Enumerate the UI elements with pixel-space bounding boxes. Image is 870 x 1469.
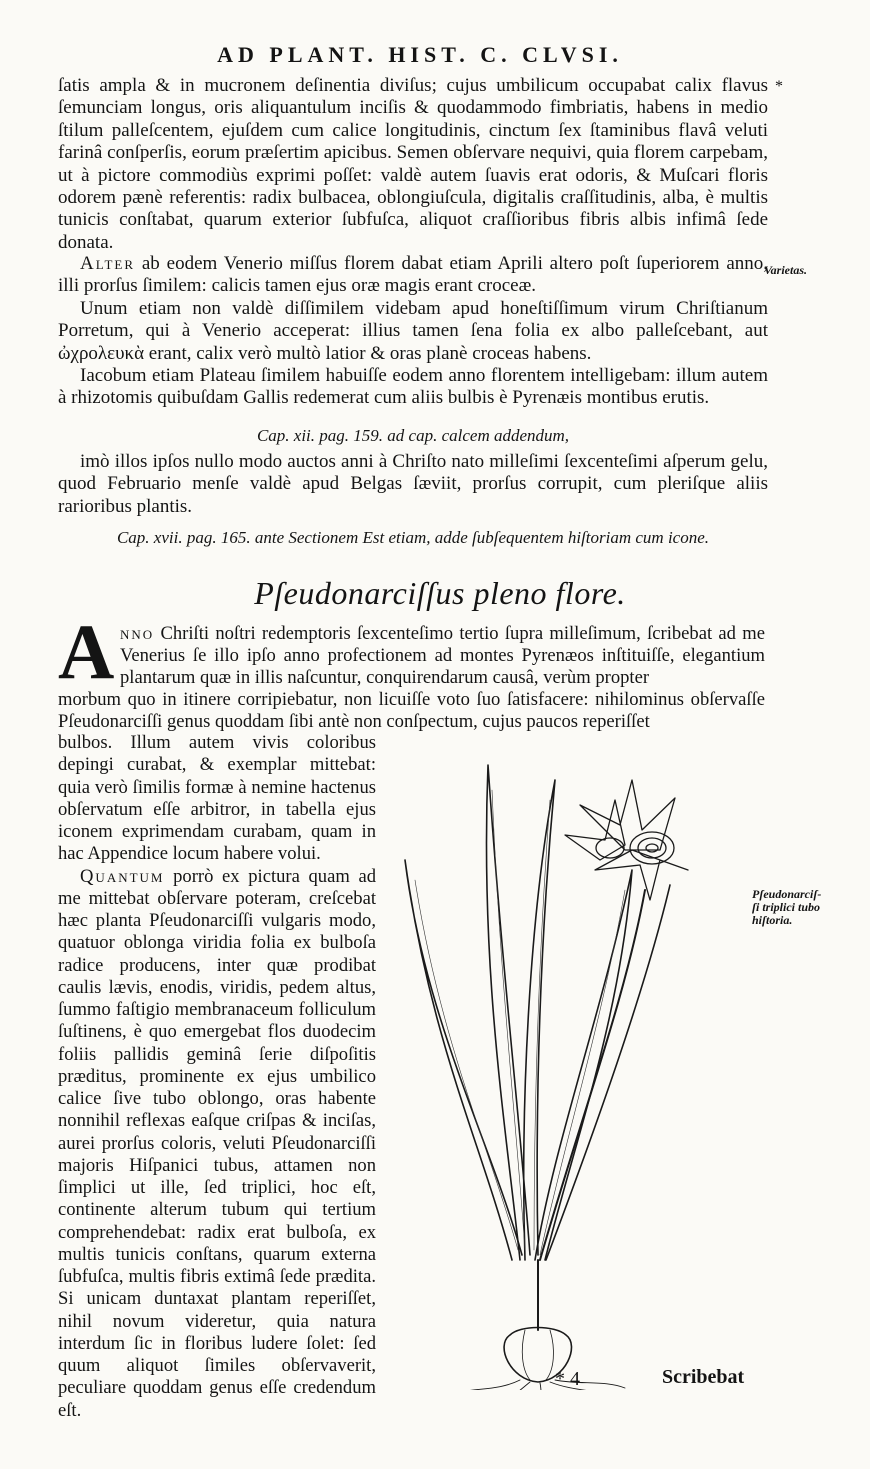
stem-1 [540,890,645,1260]
plant-illustration [370,740,830,1390]
section-title: Pſeudonarciſſus pleno flore. [254,575,626,611]
body-full: morbum quo in itinere corripiebatur, non licuiſſe voto ſuo ſatisfacere: nihilominus obſervaſſe Pſeudonarciſſi genus quoddam ſibi antè non conſpectum, cujus paucos reperiſſet [58,689,765,733]
paragraph-2 [58,253,768,298]
catchword: Scribebat [662,1366,745,1388]
stem-2 [546,885,670,1260]
column-lead: Quantum [80,865,165,887]
paragraph-3: Unum etiam non valdè diſſimilem videbam apud honeſtiſſimum virum Chriſtianum Porretum, qui à Venerio acceperat: illius tamen ſena folia ex albo palleſcebant, aut ὠχρολευκὰ erant, calix verò multò latior & oras planè croceas habens. [58,298,768,364]
column-part-1: bulbos. Illum autem vivis coloribus depingi curabat, & exemplar mittebat: quia verò ſimilis formæ à nemine hactenus obſervatum eſſe arbitror, in tabella ejus iconem exprimendam curabam, quam in hac Appendice locum habere volui. [58,732,376,865]
margin-note-varietas: Varietas. [764,263,808,277]
paragraph-5: imò illos ipſos nullo modo auctos anni à Chriſto nato milleſimi ſexcenteſimi aſperum gelu, quod Februario menſe valdè apud Belgas ſæviit, prorſus corrupit, cum pleriſque aliis rarioribus plantis. [58,451,768,517]
flower [580,780,688,900]
running-header: AD PLANT. HIST. C. CLVSI. [217,42,623,67]
margin-note-plant-line-1: Pſeudonarciſ- [752,887,822,901]
paragraph-1: ſatis ampla & in mucronem deſinentia diviſus; cujus umbilicum occupabat calix flavus ſemunciam longus, oris aliquantulum inciſis & quodammodo fimbriatis, habens in medio ſtilum palleſcentem, ejuſdem cum calice longitudinis, cinctum ſex ſtaminibus flavâ veluti farinâ conſperſis, eorum præſertim apicibus. Semen obſervare nequivi, quia florem carpebam, ut à pictore commodiùs exprimi poſſet: valdè autem ſuavis erat odoris, & Muſcari floris odorem pænè referentis: radix bulbacea, oblongiuſcula, digitalis craſſitudinis, alba, è multis tunicis conſtabat, quarum exterior ſubfuſca, aliquot craſſioribus fibris albis infimâ ſede donata. [58,75,768,253]
flower-2 [565,800,625,860]
margin-mark: * [775,78,783,95]
paragraph-2-lead: Alter [80,253,136,274]
text-column [58,732,376,1422]
reference-line-2: Cap. xvii. pag. 165. ante Sectionem Est etiam, adde ſubſequentem hiſtoriam cum icone. [116,528,710,547]
paragraph-4: Iacobum etiam Plateau ſimilem habuiſſe eodem anno florentem intelligebam: illum autem à rhizotomis quibuſdam Gallis redemerat cum aliis bulbis è Pyrenæis montibus erutis. [58,365,768,409]
leaf-1 [405,860,522,1260]
body-lead: nno [120,623,155,644]
margin-note-plant-line-2: ſi triplici tubo [752,900,821,914]
page-number: * 4 [555,1368,580,1390]
drop-cap: A [58,608,115,695]
body-intro [120,623,765,690]
body-intro-text: Chriſti noſtri redemptoris ſexcenteſimo tertio ſupra milleſimum, ſcribebat ad me Venerius ſe illo ipſo anno profectionem ad montes Pyrenæos inſtituiſſe, elegantium plantarum quæ in illis naſcuntur, conquirendarum causâ, verùm propter [120,623,765,689]
reference-line-1: Cap. xii. pag. 159. ad cap. calcem addendum, [256,426,570,445]
column-part-2: porrò ex pictura quam ad me mittebat obſervare poteram, creſcebat hæc planta Pſeudonarciſſi vulgaris modo, quatuor oblonga viridia folia ex bulboſa radice producens, inter quæ prodibat caulis lævis, enodis, viridis, pedem altus, ſummo faſtigio membranaceum folliculum ſuſtinens, è quo emergebat flos duodecim foliis pallidis geminâ ſerie diſpoſitis præditus, prominente ex ejus umbilico calice ſive tubo oblongo, oras habente nonnihil reflexas eaſque criſpas & inciſas, aurei prorſus coloris, veluti Pſeudonarciſſi majoris Hiſpanici tubus, attamen non ſimplici ut ille, ſed triplici, hoc eſt, continente alterum tubum qui tertium comprehendebat: radix erat bulboſa, ex multis tunicis conſtans, quarum externa ſubfuſca, multis fibris extimâ ſede prædita. Si unicam duntaxat plantam reperiſſet, nihil novum videretur, quia natura interdum ſic in floribus ludere ſolet: ſed quum aliquot ſimiles obſervaverit, peculiare quoddam genus eſſe credendum eſt. [58,865,376,1421]
paragraph-2-text: ab eodem Venerio miſſus florem dabat etiam Aprili altero poſt ſuperiorem anno, illi prorſus ſimilem: calicis tamen ejus oræ magis erant croceæ. [58,253,769,297]
margin-note-plant-line-3: hiſtoria. [752,913,793,927]
